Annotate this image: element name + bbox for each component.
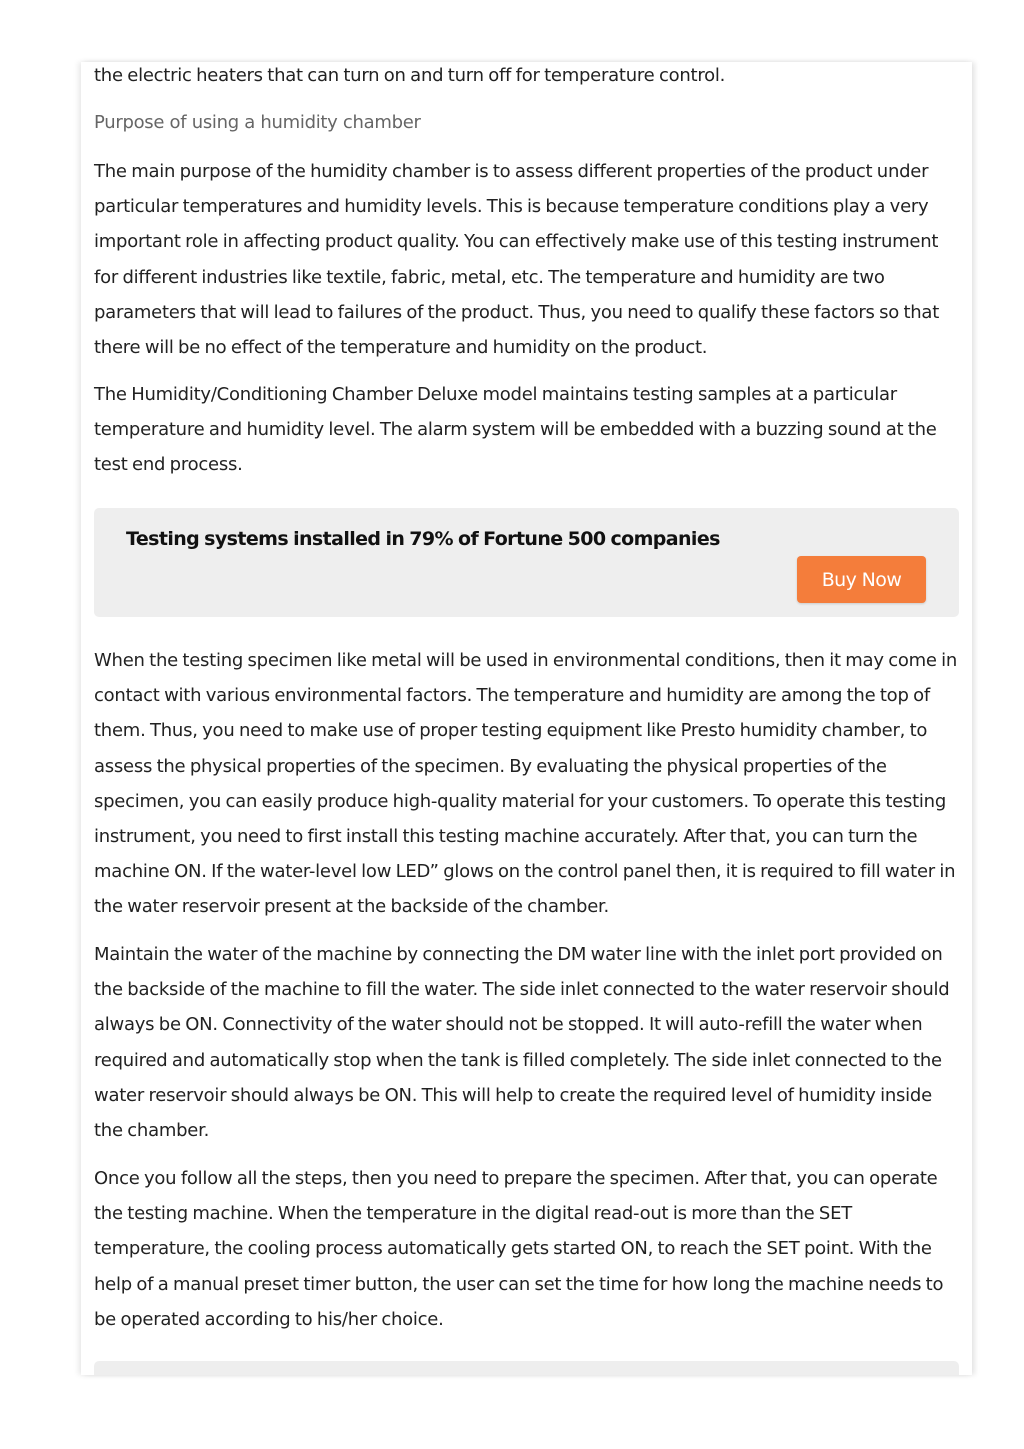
deluxe-model-paragraph: The Humidity/Conditioning Chamber Deluxe model maintains testing samples at a particular temperature and humidity level. The alarm system will be embedded with a buzzing sound at the test end process. xyxy=(94,384,937,476)
promo-banner-bottom xyxy=(94,1361,959,1375)
specimen-paragraph: When the testing specimen like metal will be used in environmental conditions, then it may come in contact with various environmental factors. The temperature and humidity are among the top of them. Thus, you need to make use of proper testing equipment like Presto humidity chamber, to assess the physical properties of the specimen. By evaluating the physical properties of the specimen, you can easily produce high-quality material for your customers. To operate this testing instrument, you need to first install this testing machine accurately. After that, you can turn the machine ON. If the water-level low LED” glows on the control panel then, it is required to fill water in the water reservoir present at the backside of the chamber. xyxy=(94,650,958,918)
purpose-paragraph: The main purpose of the humidity chamber is to assess different properties of the product under particular temperatures and humidity levels. This is because temperature conditions play a very important role in affecting product quality. You can effectively make use of this testing instrument for different industries like textile, fabric, metal, etc. The temperature and humidity are two parameters that will lead to failures of the product. Thus, you need to qualify these factors so that there will be no effect of the temperature and humidity on the product. xyxy=(94,161,940,359)
section-heading: Purpose of using a humidity chamber xyxy=(94,112,421,133)
buy-now-button[interactable]: Buy Now xyxy=(797,556,926,603)
promo-text: Testing systems installed in 79% of Fortune 500 companies xyxy=(126,528,720,550)
intro-paragraph: the electric heaters that can turn on and turn off for temperature control. xyxy=(94,65,726,86)
operation-steps-paragraph: Once you follow all the steps, then you need to prepare the specimen. After that, you can operate the testing machine. When the temperature in the digital read-out is more than the SET temperature, the cooling process automatically gets started ON, to reach the SET point. With the help of a manual preset timer button, the user can set the time for how long the machine needs to be operated according to his/her choice. xyxy=(94,1168,944,1330)
water-maintenance-paragraph: Maintain the water of the machine by connecting the DM water line with the inlet port provided on the backside of the machine to fill the water. The side inlet connected to the water reservoir should always be ON. Connectivity of the water should not be stopped. It will auto-refill the water when required and automatically stop when the tank is filled completely. The side inlet connected to the water reservoir should always be ON. This will help to create the required level of humidity inside the chamber. xyxy=(94,944,950,1142)
article-card xyxy=(81,62,972,1375)
promo-banner xyxy=(94,508,959,617)
